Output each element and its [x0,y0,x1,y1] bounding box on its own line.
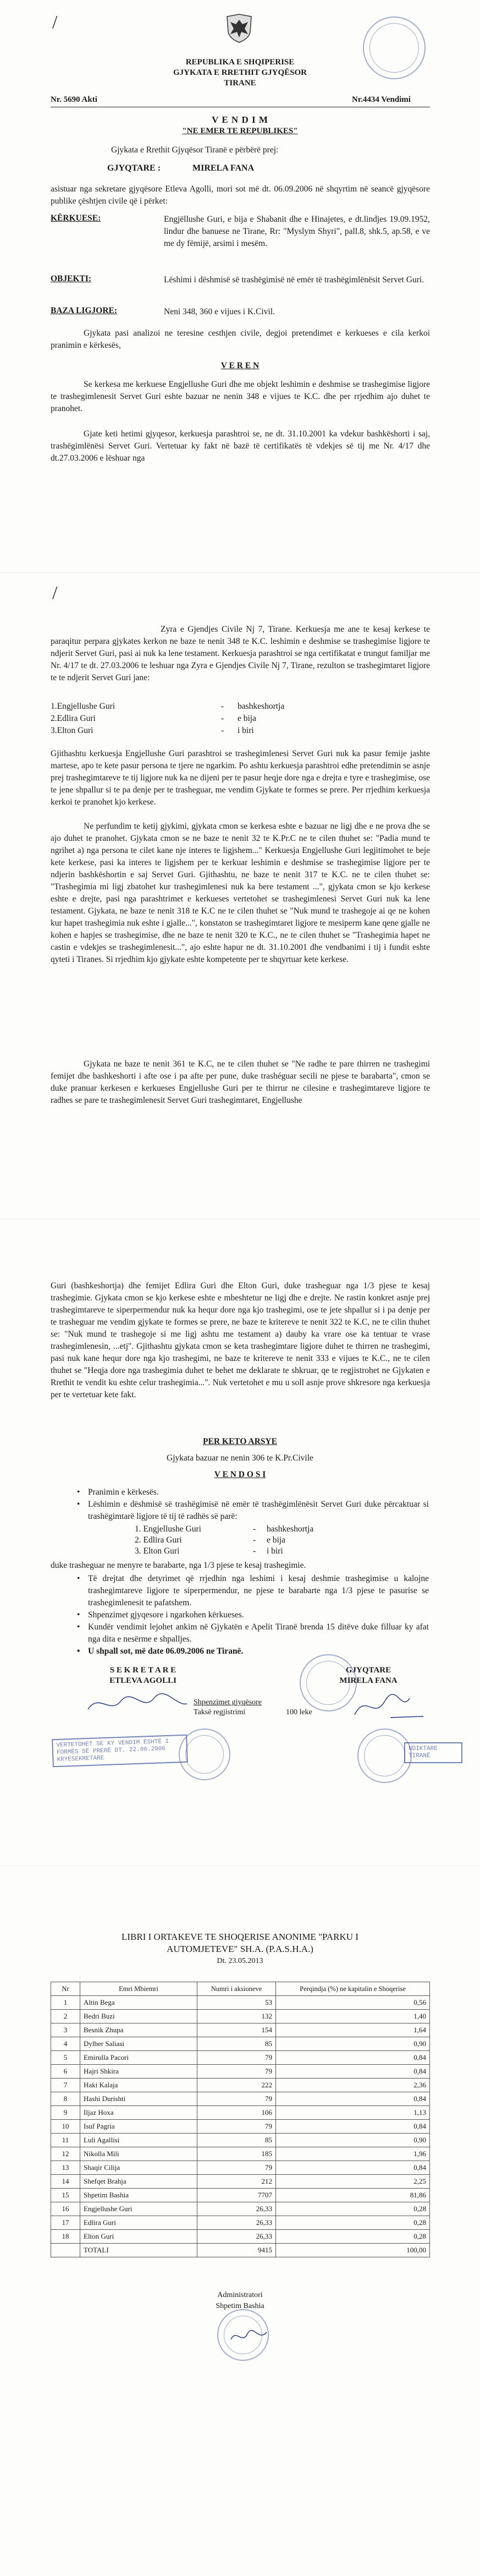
heir-row: 2. Edlira Guri - e bija [135,1535,285,1545]
registry-date: Dt. 23.05.2013 [217,1957,263,1965]
heir-row: 3.Elton Guri - i biri [51,725,430,737]
share-count: 79 [197,2065,276,2079]
heirs-list [135,1524,410,1557]
total-percentage: 100,00 [276,2244,430,2257]
table-row [51,2161,430,2175]
heir-name: 2. Edlira Guri [135,1535,182,1545]
table-row [51,2230,430,2244]
share-percentage: 1,96 [276,2147,430,2161]
share-percentage: 2,36 [276,2079,430,2092]
akti-number: Nr. 5690 Akti [51,95,97,104]
veren-paragraph: Se kerkesa me kerkuese Engjellushe Guri dhe me objekt leshimin e deshmise se trashegimise ligjore te trashegimlenesit Servet Guri eshte bazuar ne nenin 348 e vijues te K.C. dhe per rrjedhim ajo duhet te pranohet. [51,380,430,413]
share-percentage: 0,84 [276,2120,430,2134]
row-number: 13 [51,2161,80,2175]
share-count: 185 [197,2147,276,2161]
heir-name: 1.Engjellushe Guri [51,702,115,711]
veren-heading: V E R E N [220,361,260,370]
share-percentage: 0,56 [276,1996,430,2010]
table-row [51,2134,430,2147]
share-count: 212 [197,2175,276,2189]
judge-signature [352,1690,429,1723]
decision-item: • Lëshimin e dëshmisë së trashëgimisë në emër të trashëgimlënësit Servet Guri duke përcaktuar si trashëgimtarë ligjore të tij të radhës së parë: [77,1500,429,1521]
shareholder-name: Shpetim Bashia [80,2189,197,2202]
heir-relation: i biri [238,726,254,735]
share-line: duke trasheguar ne menyre te barabarte, nga 1/3 pjese te kesaj trashegimie. [51,1561,306,1570]
vendosi-heading: V E N D O S I [214,1470,266,1479]
shareholder-name: Shefqet Brahja [80,2175,197,2189]
secretary-signature [82,1687,192,1720]
court-seal [300,1654,357,1711]
decision-text: Kundër vendimit lejohet ankim në Gjykatën e Apelit Tiranë brenda 15 ditëve duke filluar ky afat nga dita e nesërme e shpalljes. [88,1622,429,1644]
shareholder-name: Iljaz Hoxa [80,2106,197,2120]
share-count: 79 [197,2092,276,2106]
share-count: 7707 [197,2189,276,2202]
column-header: Emri Mbiemri [80,1982,197,1996]
judge-label: GJYQTARE : [107,163,161,173]
share-percentage: 0,84 [276,2051,430,2065]
body-paragraph: Ne perfundim te ketij gjykimi, gjykata cmon se kerkesa eshte e bazuar ne ligj dhe e ne prova dhe se ajo duhet te pranohet. Gjykata cmon se ne baze te nenit 32 te K.Pr.C ne te cilen thuhet se: "Padia mund te ngrihet a) nga persona te cilet kane nje interes te ligjshem..." Kerkuesja Engjellushe Guri legjitimohet te beje kete kerkese, pasi ka interes te ligjshem per te kerkuar leshimin e deshmise se trashegimise ligjore per te ndjerin bashkëshortin e saj Servet Guri. Gjithashtu, ne baze te nenit 317 te K.C. ne te cilen thuhet se: "Trashegimia mi ligj zbatohet kur trashegimlenesi nuk ka bere testament ...", gjykata cmon se kjo kerkese eshte e drejte, pasi nga parashtrimet e kerkueses vertetohet se trashegimlenesi Servet Guri nuk ka lene testament. Gjykata, ne baze te nenit 318 te K.C ne te cilen thuhet se "Nuk mund te trashegoje ai qe ne kohen kur hapet trashegimia nuk eshte i gjalle...", konstaton se trashegimtaret ligjore te mesiperm kane qene gjalle ne kohen e hapjes se trashegimise, dhe ne baze te nenit 320 te K.C., ne te cilen thuhet se "Trashegimia hapet ne castin e vdekjes se trashegimlenesit...", ajo eshte hapur ne dt. 31.10.2001 dhe vendbanimi i tij i fundit eshte qyteti i Tiranes. Si rrjedhim kjo gjykate eshte kompetente per te shqyrtuar kete kerkese. [51,822,430,964]
share-count: 79 [197,2161,276,2175]
share-percentage: 1,13 [276,2106,430,2120]
share-percentage: 0,84 [276,2092,430,2106]
total-shares: 9415 [197,2244,276,2257]
row-number: 9 [51,2106,80,2120]
share-count: 132 [197,2010,276,2023]
table-row [51,2023,430,2037]
row-number: 8 [51,2092,80,2106]
shareholder-name: Haki Kalaja [80,2079,197,2092]
albanian-eagle-emblem [224,12,255,44]
veren-paragraph: Gjate keti hetimi gjyqesor, kerkuesja parashtroi se, ne dt. 31.10.2001 ka vdekur bashkëshorti i saj, trashëgimlënësi Servet Guri. Vertetuar ky fakt në bazë të certifikatës të vdekjes së tij me Nr. 4/17 dhe dt.27.03.2006 e lëshuar nga [51,429,430,463]
shareholder-name: Hajri Shkira [80,2065,197,2079]
shareholder-name: Shaqir Cilija [80,2161,197,2175]
shareholder-name: Hashi Durishti [80,2092,197,2106]
document-page-1 [0,0,480,572]
row-number: 11 [51,2134,80,2147]
share-percentage: 0,90 [276,2037,430,2051]
body-paragraph: Gjithashtu kerkuesja Engjellushe Guri parashtroi se trashegimlenesi Servet Guri nuk ka pasur femije jashte martese, apo te kete pasur persona te tjere ne ngarkim. Po ashtu kerkuesja parashtroi edhe pretendimin se asnje prej trashegimtareve te tij ligjore nuk ka ne dijeni per te pasur heqje dore nga e drejta e tyre e trashegimise, ose te jene shpallur si te pa denje per te trasheguar, me vendim Gjykate te formes se prere. Per rrjedhim kerkuesja kerkoi te pranohet kjo kerkese. [51,749,430,807]
row-number: 10 [51,2120,80,2134]
row-number: 7 [51,2079,80,2092]
heir-row: 2.Edlira Guri - e bija [51,713,430,725]
heir-relation: e bija [238,714,256,723]
decision-item: • U shpall sot, më date 06.09.2006 ne Tiranë. [77,1647,244,1656]
table-row [51,2010,430,2023]
shareholder-name: Bedri Buzi [80,2010,197,2023]
shareholder-name: Emirulla Pacori [80,2051,197,2065]
share-count: 222 [197,2079,276,2092]
row-number: 3 [51,2023,80,2037]
shareholder-name: Luli Agallisi [80,2134,197,2147]
row-number: 6 [51,2065,80,2079]
decision-list [77,1573,429,1658]
share-percentage: 81,86 [276,2189,430,2202]
baza-ligjore-details: Neni 348, 360 e vijues i K.Civil. [164,307,275,316]
heir-name: 3. Elton Guri [135,1546,180,1556]
finality-stamp: VERTETOHET SE KY VENDIM ËSHTË I FORMËS SË PRERË DT. 22.06.2006 KRYESEKRETARE [52,1735,188,1768]
table-header-row [51,1982,430,1996]
page-corner-mark: / [52,583,58,603]
share-count: 85 [197,2037,276,2051]
administrator-block [0,2290,480,2312]
heir-name: 1. Engjellushe Guri [135,1524,201,1534]
row-number: 1 [51,1996,80,2010]
administrator-label: Administratori [217,2291,263,2299]
share-count: 106 [197,2106,276,2120]
fees-heading: Shpenzimet gjyqësore [194,1698,262,1707]
decision-item: • Pranimin e kërkesës. [77,1487,159,1497]
total-row [51,2244,430,2257]
shareholder-name: Altin Bega [80,1996,197,2010]
round-stamp [179,1729,230,1780]
decision-text: U shpall sot, më date 06.09.2006 ne Tiranë. [88,1647,244,1656]
column-header: Perqindja (%) ne kapitalin e Shoqerise [276,1982,430,1996]
body-paragraph: Guri (bashkeshortja) dhe femijet Edlira Guri dhe Elton Guri, duke trasheguar nga 1/3 pjese te kesaj trashegimie. Gjykata cmon se kjo kerkese eshte e mbeshtetur ne ligj dhe e drejte. Ne rastin konkret asnje prej trashegimtareve te siperpermendur nuk ka hequr dore nga kjo trashegimi, ose te jete shpallur si i pa denje per te trasheguar me vendim gjykate te formes se prere, ne baze te kritereve te nenit 322 te K.C, ne te cilin thuhet se: "Nuk mund te trashegoje si me ligj ashtu me testament a) dauby ka vrare ose ka tentuar te vrase trashegimlenesin, ...etj". Gjithashtu gjykata cmon se keta trashegimtare ligjore duhet te thirren ne trashegimi, pasi nuk kane hequr dore nga kjo trashegimi, ne baze te kritereve te nenit 333 e vijues te K.C., ne te cilen thuhet se "Heqja dore nga trashegimia duhet te behet me deklarate te shkruar, qe te regjistrohet ne Gjykaten e Rrethit te vendit ku eshte celur trashegimia...". Nuk vertetohet e mu u soll asnje prove shkresore nga kerkuesja per te vertetuar kete fakt. [51,1281,430,1399]
heir-row: 1.Engjellushe Guri - bashkeshortja [51,701,430,713]
header-line: TIRANE [224,79,256,87]
share-percentage: 1,64 [276,2023,430,2037]
row-number: 18 [51,2230,80,2244]
intro-paragraph: Gjykata pasi analizoi ne teresine cesthjen civile, degjoi pretendimet e kerkueses e cila kerkoi pranimin e kërkesës, [51,329,430,350]
shareholder-name: Besnik Zhupa [80,2023,197,2037]
share-count: 26,33 [197,2230,276,2244]
share-percentage: 0,28 [276,2230,430,2244]
decision-title: V E N D I M [212,114,268,125]
heir-row: 3. Elton Guri - i biri [135,1546,283,1556]
table-row [51,2037,430,2051]
secretary-block [82,1665,203,1686]
document-page-3 [0,1219,480,1866]
share-percentage: 0,84 [276,2065,430,2079]
decision-text: Të drejtat dhe detyrimet që rrjedhin nga leshimi i kesaj deshmie trashegimise u kalojne trashegimtareve ligjore te siperpermendur, ne pjese te barabarte nga 1/3 pjese te pasurise se trashegimlenesit te pafatshem. [88,1574,429,1607]
heir-row: 1. Engjellushe Guri - bashkeshortja [135,1524,314,1534]
table-row [51,2092,430,2106]
column-header: Nr [51,1982,80,1996]
decision-item: • Shpenzimet gjyqesore i ngarkohen kërkueses. [77,1610,244,1620]
tax-value: 100 leke [286,1708,312,1716]
total-label: TOTALI [80,2244,197,2257]
table-row [51,2065,430,2079]
page-corner-mark: / [52,12,58,32]
court-composition: Gjykata e Rrethit Gjyqësor Tiranë e përbërë prej: [111,145,279,155]
body-paragraph: Gjykata ne baze te nenit 361 te K.C, ne te cilen thuhet se "Ne radhe te pare thirren ne trashegimi femijet dhe bashkeshorti i afte ose i pa afte per pune, duke trashéguar secili ne pjese te barabarta", cmon se duke pranuar kerkesen e kerkueses Engjellushe Guri per te thirrur ne cilesine e trashegimtareve ligjore te radhes se pare te trashegimlenesit Servet Guri trashegimtaret, Engjellushe [51,1059,430,1105]
table-row [51,2202,430,2216]
decision-item: • Të drejtat dhe detyrimet që rrjedhin nga leshimi i kesaj deshmie trashegimise u kalojne trashegimtareve ligjore te siperpermendur, ne pjese te barabarte nga 1/3 pjese te pasurise se trashegimlenesit te pafatshem. [77,1574,429,1607]
share-count: 53 [197,1996,276,2010]
header-line: REPUBLIKA E SHQIPERISE [185,58,295,67]
registry-title-line: LIBRI I ORTAKEVE TE SHOQERISE ANONIME "PARKU I [122,1932,358,1942]
header-block [0,57,480,89]
table-row [51,2051,430,2065]
heir-relation: e bija [267,1535,285,1545]
table-row [51,2216,430,2230]
row-number: 2 [51,2010,80,2023]
share-count: 154 [197,2023,276,2037]
kerkuese-details: Engjëllushe Guri, e bija e Shabanit dhe e Hinajetes, e dt.lindjes 19.09.1952, lindur dhe banuese ne Tirane, Rr: "Myslym Shyri", pall.8, shk.5, ap.58, e ve me dy fëmijë, arsimi i mesëm. [164,215,430,248]
row-number: 14 [51,2175,80,2189]
judge-name: MIRELA FANA [192,163,255,173]
table-row [51,2120,430,2134]
decision-list [77,1486,429,1523]
registry-title [0,1931,480,1967]
row-number: 17 [51,2216,80,2230]
table-row [51,2147,430,2161]
shareholder-name: Edlira Guri [80,2216,197,2230]
shareholder-name: Isuf Pagria [80,2120,197,2134]
secretary-label: S E K R E T A R E [109,1666,176,1675]
decision-subtitle: "NE EMER TE REPUBLIKES" [182,127,298,135]
shareholder-name: Dylber Saliasi [80,2037,197,2051]
header-line: GJYKATA E RRETHIT GJYQËSOR [173,68,307,77]
heir-relation: bashkeshortja [267,1524,314,1534]
office-stamp: NDIKTARE TIRANË [404,1742,462,1763]
vendimi-number: Nr.4434 Vendimi [352,95,411,104]
table-row [51,2175,430,2189]
row-number: 12 [51,2147,80,2161]
share-percentage: 2,25 [276,2175,430,2189]
tax-label: Taksë regjistrimi [194,1708,246,1716]
table-row [51,1996,430,2010]
heir-name: 3.Elton Guri [51,726,93,735]
administrator-name: Shpetim Bashia [216,2302,264,2310]
decision-text: Pranimin e kërkesës. [88,1487,159,1497]
share-count: 85 [197,2134,276,2147]
objekti-label: OBJEKTI: [51,274,92,283]
share-count: 26,33 [197,2202,276,2216]
shareholder-name: Elton Guri [80,2230,197,2244]
decision-text: Lëshimin e dëshmisë së trashëgimisë në emër të trashëgimlënësit Servet Guri duke përcaktuar si trashëgimtarë ligjore të tij të radhës së parë: [88,1500,429,1521]
share-percentage: 0,28 [276,2202,430,2216]
table-row [51,2106,430,2120]
column-header: Numri i aksioneve [197,1982,276,1996]
share-count: 79 [197,2051,276,2065]
judge-name: MIRELA FANA [339,1676,398,1685]
row-number: 15 [51,2189,80,2202]
shareholder-name: Engjellushe Guri [80,2202,197,2216]
kerkuese-label: KËRKUESE: [51,214,101,223]
shareholders-table [51,1982,430,2257]
heirs-list [51,701,430,737]
table-row [51,2079,430,2092]
legal-basis-line: Gjykata bazuar ne nenin 306 te K.Pr.Civile [167,1453,313,1463]
intro-paragraph: Zyra e Gjendjes Civile Nj 7, Tirane. Kerkuesja me ane te kesaj kerkese te paraqitur perpara gjykates kerkon ne baze te nenit 348 te K.C. leshimin e deshmise se trashegimise ligjore te ndjerit Servet Guri, pasi ai nuk ka lene testament. Kerkuesja parashtroi se nga certifikatat e trungut familjar me Nr. 4/17 te dt. 27.03.2006 te leshuar nga Zyra e Gjendjes Civile Nj 7, Tirane, rezulton se trashegimtaret ligjore te te ndjerit Servet Guri jane: [51,625,430,682]
decision-text: Shpenzimet gjyqesore i ngarkohen kërkueses. [88,1610,244,1620]
heir-name: 2.Edlira Guri [51,714,96,723]
assist-paragraph: asistuar nga sekretare gjyqësore Etleva Agolli, mori sot më dt. 06.09.2006 në shqyrtim në seancë gjyqësore publike çështjen civile që i përket: [51,184,430,206]
registry-title-line: AUTOMJETEVE" SH.A. (P.A.S.H.A.) [167,1944,313,1954]
shareholder-name: Nikolla Mili [80,2147,197,2161]
administrator-signature [228,2326,272,2348]
share-percentage: 0,90 [276,2134,430,2147]
secretary-name: ETLEVA AGOLLI [109,1676,176,1685]
share-count: 26,33 [197,2216,276,2230]
share-percentage: 1,40 [276,2010,430,2023]
objekti-details: Lëshimi i dëshmisë së trashëgimisë në emër të trashëgimlënësit Servet Guri. [164,275,424,285]
heir-relation: bashkeshortja [238,702,285,711]
baza-ligjore-label: BAZA LIGJORE: [51,306,118,315]
judge-label: GJYQTARE [345,1666,391,1675]
row-number: 5 [51,2051,80,2065]
row-number: 16 [51,2202,80,2216]
decision-item: • Kundër vendimit lejohet ankim në Gjykatën e Apelit Tiranë brenda 15 ditëve duke filluar ky afat nga dita e nesërme e shpalljes. [77,1622,429,1644]
per-keto-arsye-heading: PER KETO ARSYE [203,1437,277,1446]
document-page-4 [0,1866,480,2576]
document-page-2 [0,572,480,1219]
share-percentage: 0,28 [276,2216,430,2230]
row-number: 4 [51,2037,80,2051]
share-percentage: 0,84 [276,2161,430,2175]
heir-relation: i biri [267,1546,283,1556]
table-row [51,2189,430,2202]
share-count: 79 [197,2120,276,2134]
